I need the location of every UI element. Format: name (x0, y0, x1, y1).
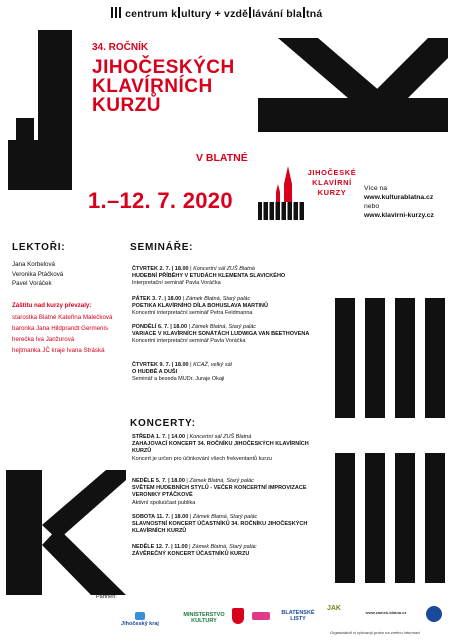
piano-bar-icon (119, 7, 121, 18)
edition-label: 34. ROČNÍK (92, 42, 149, 53)
partner-logo-blatenske-listy (278, 610, 318, 622)
concert-name: SLAVNOSTNÍ KONCERT ÚČASTNÍKŮ 34. ROČNÍKU JIHOČESKÝCH KLAVÍRNÍCH KURZŮ (132, 521, 308, 535)
seminars-heading: SEMINÁŘE: (130, 242, 194, 253)
piano-bar-icon (178, 7, 180, 18)
concert-name: ZAHAJOVACÍ KONCERT 34. ROČNÍKU JIHOČESKÝCH KLAVÍRNÍCH KURZŮ (132, 441, 309, 455)
info-block (364, 184, 434, 220)
piano-bar-icon (115, 7, 117, 18)
lectors-list (12, 260, 63, 289)
concert-name: ZÁVĚREČNÝ KONCERT ÚČASTNÍKŮ KURZU (132, 551, 250, 558)
org-text-3: lávání bla (252, 8, 303, 20)
concert-item: NEDĚLE 5. 7. | 18.00 | Zámek Blatná, Starý palác SVĚTEM HUDEBNÍCH STYLŮ - VEČER KONCERTNÍ IMPROVIZACE VERONIKY PTÁČKOVÉ Aktivní spoluúčast publika (132, 478, 327, 507)
big-letter-k-graphic (258, 38, 448, 138)
title-line-1: JIHOČESKÝCH (92, 57, 235, 78)
seminar-desc: Seminář a beseda MUDr. Juraje Okaji (132, 376, 225, 383)
partner-name: BLATENSKÉ LISTY (281, 610, 315, 622)
concert-place: Zámek Blatná, Starý palác (189, 478, 254, 484)
concert-date: NEDĚLE 5. 7. | 18.00 (132, 478, 185, 484)
patron-name: starostka Blatné Kateřina Malečková (12, 314, 113, 321)
title-line-2: KLAVÍRNÍCH (92, 76, 213, 97)
concert-date: NEDĚLE 12. 7. | 11.00 (132, 544, 188, 550)
website-link-1[interactable]: www.kulturablatna.cz (364, 194, 434, 201)
partner-name: MINISTERSTVO KULTURY (183, 612, 225, 624)
concert-place: Koncertní sál ZUŠ Blatná (189, 434, 252, 440)
seminar-desc: Koncertní interpretační seminář Petra Feldmanna (132, 310, 253, 317)
concert-name: SVĚTEM HUDEBNÍCH STYLŮ - VEČER KONCERTNÍ IMPROVIZACE VERONIKY PTÁČKOVÉ (132, 485, 307, 499)
footnote: Organizátoři si vyhrazují právo na změnu informací (330, 630, 421, 635)
or-label: nebo (364, 203, 380, 210)
org-header (110, 7, 450, 23)
seminar-item: ČTVRTEK 9. 7. | 18.00 | KCAŽ, velký sál O HUDBĚ A DUŠI Seminář a beseda MUDr. Juraje Okaji (132, 362, 327, 384)
region-icon (135, 612, 145, 620)
seminar-item: PÁTEK 3. 7. | 18.00 | Zámek Blatná, Starý palác POETIKA KLAVÍRNÍHO DÍLA BOHUSLAVA MARTINŮ Koncertní interpretační seminář Petra Feldmanna (132, 296, 327, 318)
patronage-heading: Záštitu nad kurzy převzaly: (12, 302, 92, 309)
partner-round-logo-icon (426, 606, 442, 622)
title-line-3: KURZŮ (92, 95, 161, 116)
concert-place: Zámek Blatná, Starý palác (192, 514, 258, 520)
concert-date: STŘEDA 1. 7. | 14.00 (132, 434, 185, 440)
event-dates: 1.–12. 7. 2020 (88, 188, 233, 213)
patronage-list (12, 312, 112, 356)
seminar-desc: Koncertní interpretační seminář Pavla Voráčka (132, 338, 246, 345)
event-title (92, 58, 262, 115)
website-link-2[interactable]: www.klavirni-kurzy.cz (364, 212, 434, 219)
concert-item: NEDĚLE 12. 7. | 11.00 | Zámek Blatná, Starý palác ZÁVĚREČNÝ KONCERT ÚČASTNÍKŮ KURZU (132, 544, 327, 558)
lectors-heading: LEKTOŘI: (12, 242, 66, 253)
piano-bar-icon (303, 7, 305, 18)
big-letter-k-bottom-graphic (6, 470, 126, 600)
piano-bar-icon (249, 7, 251, 18)
seminar-date: PÁTEK 3. 7. | 18.00 (132, 296, 182, 302)
org-text-1: centrum k (125, 8, 178, 20)
org-text-2: ultury + vzdě (181, 8, 249, 20)
seminar-item: ČTVRTEK 2. 7. | 18.00 | Koncertní sál ZUŠ Blatná HUDEBNÍ PŘÍBĚHY V ETUDÁCH KLEMENTA SLAVICKÉHO Interpretační seminář Pavla Voráčka (132, 266, 327, 288)
seminar-name: O HUDBĚ A DUŠI (132, 369, 178, 376)
big-letter-j-graphic (8, 30, 78, 200)
partner-logo-icon (252, 612, 270, 620)
event-subtitle: V BLATNÉ (196, 152, 248, 164)
seminar-place: Zámek Blatná, Starý palác (185, 296, 251, 302)
more-info-label: Více na (364, 185, 388, 192)
partner-logo-jihocesky-kraj (114, 612, 166, 627)
partner-name: www.zamek-blatna.cz (365, 610, 407, 615)
lector-name: Veronika Ptáčková (12, 270, 64, 278)
seminar-name: VARIACE V KLAVÍRNÍCH SONÁTÁCH LUDWIGA VAN BEETHOVENA (132, 331, 310, 338)
seminar-date: ČTVRTEK 9. 7. | 18.00 (132, 362, 189, 368)
logo-line-2: KLAVÍRNÍ (312, 178, 352, 187)
partner-logo-ministerstvo (180, 612, 228, 624)
seminar-desc: Interpretační seminář Pavla Voráčka (132, 280, 221, 287)
partner-name: JAK (326, 605, 341, 612)
piano-bar-icon (111, 7, 113, 18)
concert-place: Zámek Blatná, Starý palác (192, 544, 257, 550)
seminar-name: HUDEBNÍ PŘÍBĚHY V ETUDÁCH KLEMENTA SLAVICKÉHO (132, 273, 286, 280)
seminar-place: Koncertní sál ZUŠ Blatná (193, 266, 255, 272)
seminar-item: PONDĚLÍ 6. 7. | 18.00 | Zámek Blatná, Starý palác VARIACE V KLAVÍRNÍCH SONÁTÁCH LUDWIGA VAN BEETHOVENA Koncertní interpretační seminář Pavla Voráčka (132, 324, 327, 346)
patron-name: herečka Iva Janžurová (12, 336, 75, 343)
concert-item: STŘEDA 1. 7. | 14.00 | Koncertní sál ZUŠ Blatná ZAHAJOVACÍ KONCERT 34. ROČNÍKU JIHOČESKÝCH KLAVÍRNÍCH KURZŮ Koncert je určen pro účinkování všech frekventantů kurzu (132, 434, 327, 463)
logo-line-3: KURZY (317, 188, 347, 197)
lector-name: Pavel Voráček (12, 280, 52, 287)
concert-desc: Koncert je určen pro účinkování všech frekventantů kurzu (132, 455, 273, 462)
partner-logo-zamek (362, 610, 410, 616)
concert-desc: Aktivní spoluúčast publika (132, 499, 196, 506)
org-text-4: tná (306, 8, 323, 20)
coat-of-arms-icon (232, 608, 244, 624)
seminar-date: PONDĚLÍ 6. 7. | 18.00 (132, 324, 188, 330)
partner-name: Jihočeský kraj (121, 621, 159, 627)
seminar-date: ČTVRTEK 2. 7. | 18.00 (132, 266, 189, 272)
seminar-place: Zámek Blatná, Starý palác (191, 324, 257, 330)
patron-name: baronka Jana Hildprandt Germenis (12, 325, 108, 332)
logo-wordmark (306, 168, 358, 198)
concerts-heading: KONCERTY: (130, 418, 196, 429)
partners-row (100, 602, 450, 632)
logo-line-1: JIHOČESKÉ (307, 168, 357, 177)
seminar-name: POETIKA KLAVÍRNÍHO DÍLA BOHUSLAVA MARTINŮ (132, 303, 268, 310)
concert-date: SOBOTA 11. 7. | 18.00 (132, 514, 189, 520)
partner-logo-jak (324, 606, 344, 612)
patron-name: hejtmanka JČ kraje Ivana Stráská (12, 347, 105, 354)
partners-label: Partneři: (96, 594, 117, 600)
lector-name: Jana Korbelová (12, 261, 55, 268)
concert-item: SOBOTA 11. 7. | 18.00 | Zámek Blatná, Starý palác SLAVNOSTNÍ KONCERT ÚČASTNÍKŮ 34. ROČNÍKU JIHOČESKÝCH KLAVÍRNÍCH KURZŮ (132, 514, 327, 536)
seminar-place: KCAŽ, velký sál (193, 362, 232, 368)
